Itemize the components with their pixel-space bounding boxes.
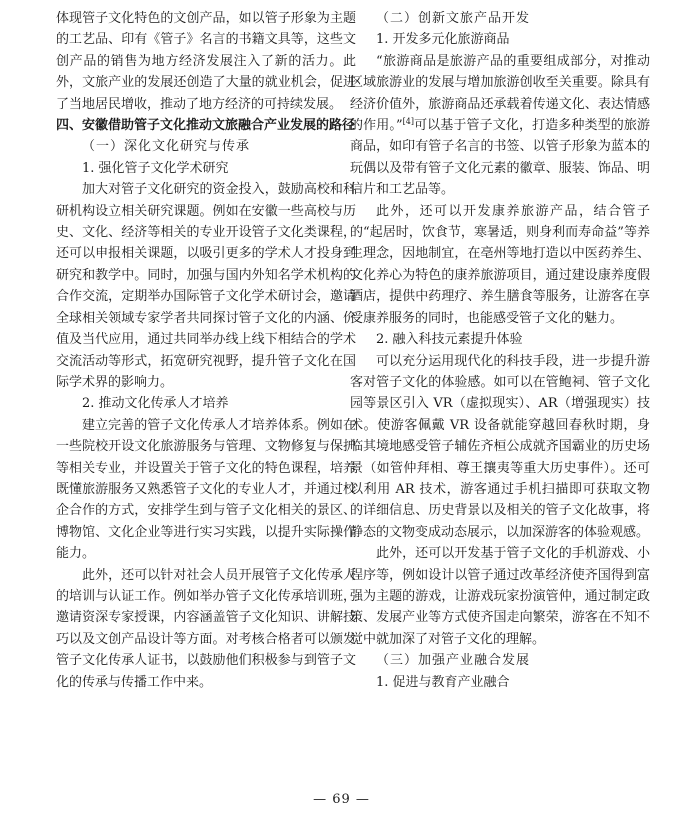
left-column: [56, 8, 356, 693]
subsection-heading: （一）深化文化研究与传承: [82, 139, 251, 155]
page-number: — 69 —: [313, 792, 370, 807]
quote-text: “旅游商品是旅游产品的重要组成部分，对推动区域旅游业的发展与增加旅游创收至关重要。除具有经济价值外，旅游商品还承载着传递文化、表达情感的作用。”: [350, 53, 650, 134]
sub-subsection-heading: 1. 促进与教育产业融合: [376, 674, 510, 690]
paragraph: 此外，还可以针对社会人员开展管子文化传承人的培训与认证工作。例如举办管子文化传承培训班，邀请资深专家授课，内容涵盖管子文化知识、讲解技巧以及文创产品设计等方面。对考核合格者可以颁发管子文化传承人证书，以鼓励他们积极参与到管子文化的传承与传播工作中来。: [56, 567, 356, 690]
citation-marker: [4]: [402, 117, 414, 127]
paragraph: 建立完善的管子文化传承人才培养体系。例如在一些院校开设文化旅游服务与管理、文物修复与保护等相关专业，并设置关于管子文化的特色课程，培养既懂旅游服务又熟悉管子文化的专业人才，并通过校企合作的方式，安排学生到与管子文化相关的景区、博物馆、文化企业等进行实习实践，以提升实际操作能力。: [56, 417, 356, 562]
paragraph-continuation: 可以基于管子文化，打造多种类型的旅游商品，如印有管子名言的书签、以管子形象为蓝本的玩偶以及带有管子文化元素的徽章、服装、饰品、明信片和工艺品等。: [350, 118, 650, 198]
paragraph: 加大对管子文化研究的资金投入，鼓励高校和科研机构设立相关研究课题。例如在安徽一些高校与历史、文化、经济等相关的专业开设管子文化类课程，还可以申报相关课题，以吸引更多的学术人才投身到研究和教学中。同时，加强与国内外知名学术机构的合作交流，定期举办国际管子文化学术研讨会，邀请全球相关领域专家学者共同探讨管子文化的内涵、价值及当代应用，通过共同举办线上线下相结合的学术交流活动等形式，拓宽研究视野，提升管子文化在国际学术界的影响力。: [56, 182, 356, 390]
right-column: [350, 8, 650, 693]
paragraph: 此外，还可以开发基于管子文化的手机游戏、小程序等，例如设计以管子通过改革经济使齐国得到富强为主题的游戏，让游戏玩家扮演管仲，通过制定政策、发展产业等方式使齐国走向繁荣，游客在不知不觉中就加深了对管子文化的理解。: [350, 546, 650, 647]
section-heading: 四、安徽借助管子文化推动文旅融合产业发展的路径: [56, 118, 356, 134]
paragraph: 此外，还可以开发康养旅游产品，结合管子的“起居时，饮食节，寒暑适，则身利而寿命益”等养生理念，因地制宜，在亳州等地打造以中医药养生、文化养心为特色的康养旅游项目，通过建设康养度假酒店，提供中药理疗、养生膳食等服务，让游客在享受康养服务的同时，也能感受管子文化的魅力。: [350, 203, 650, 326]
sub-subsection-heading: 1. 强化管子文化学术研究: [82, 160, 229, 176]
subsection-heading: （二）创新文旅产品开发: [376, 11, 531, 26]
paragraph: 可以充分运用现代化的科技手段，进一步提升游客对管子文化的体验感。如可以在管鲍祠、管子文化园等景区引入 VR（虚拟现实）、AR（增强现实）技术。使游客佩戴 VR 设备就能穿越回春秋时期，身临其境地感受管子辅佐齐桓公成就齐国霸业的历史场景（如管仲拜相、尊王攘夷等重大历史事件）。还可以利用 AR 技术，游客通过手机扫描即可获取文物的详细信息、历史背景以及相关的管子文化故事，将静态的文物变成动态展示，以加深游客的体验观感。: [350, 353, 650, 540]
sub-subsection-heading: 2. 融入科技元素提升体验: [376, 332, 523, 348]
sub-subsection-heading: 2. 推动文化传承人才培养: [82, 396, 229, 412]
paragraph: 体现管子文化特色的文创产品，如以管子形象为主题的工艺品、印有《管子》名言的书籍文具等，这些文创产品的销售为地方经济发展注入了新的活力。此外，文旅产业的发展还创造了大量的就业机会，促进了当地居民增收，推动了地方经济的可持续发展。: [56, 11, 356, 112]
sub-subsection-heading: 1. 开发多元化旅游商品: [376, 32, 510, 48]
subsection-heading: （三）加强产业融合发展: [376, 653, 531, 669]
paragraph: [350, 51, 650, 201]
